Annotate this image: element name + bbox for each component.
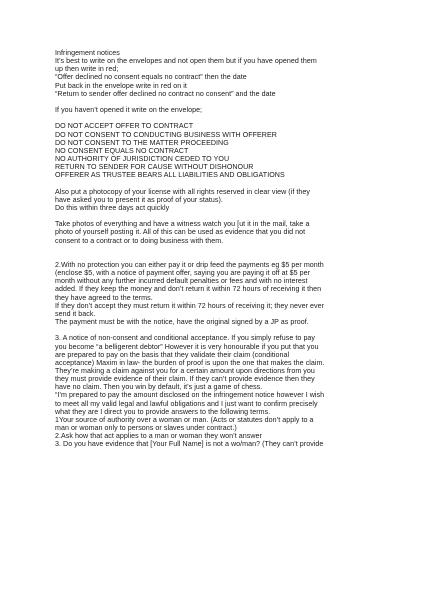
text-line: consent to a contract or to doing business with them. [55, 236, 224, 245]
text-line: “Offer declined no consent equals no contract” then the date [55, 73, 247, 82]
paragraph-envelope-statements [55, 122, 385, 179]
paragraph-not-opened-intro [55, 106, 385, 114]
paragraph-gap [55, 179, 385, 187]
text-line: up then write in red; [55, 65, 119, 74]
text-line: Infringement notices [55, 49, 120, 57]
text-line: they must provide evidence of their claim. If they can’t provide evidence then they [55, 375, 315, 384]
document-body [55, 49, 385, 449]
text-line: “Return to sender offer declined no contract no consent” and the date [55, 89, 276, 98]
text-line: 3. A notice of non-consent and conditional acceptance. If you simply refuse to pay [55, 334, 316, 343]
text-line: you become “a belligerent debtor” However it is very honourable if you put that you [55, 342, 319, 351]
text-line: If you haven’t opened it write on the envelope; [55, 106, 203, 115]
text-line: they have agreed to the terms. [55, 293, 153, 302]
paragraph-photos-witness [55, 220, 385, 244]
text-line: OFFERER AS TRUSTEE BEARS ALL LIABILITIES AND OBLIGATIONS [55, 171, 285, 180]
text-line: have no claim. Then you win by default, it’s just a game of chess. [55, 383, 263, 392]
paragraph-point-3 [55, 334, 385, 448]
text-line: The payment must be with the notice, have the original signed by a JP as proof. [55, 318, 309, 327]
paragraph-gap [55, 114, 385, 122]
text-line: month without any further incurred default penalties or fees and with no interest [55, 277, 308, 286]
text-line: Also put a photocopy of your license with all rights reserved in clear view (if they [55, 187, 310, 196]
text-line: 1Your source of authority over a woman or man. (Acts or statutes don’t apply to a [55, 415, 314, 424]
paragraph-gap [55, 245, 385, 261]
text-line: photo of yourself posting it. All of this can be used as evidence that you did not [55, 228, 306, 237]
text-line: acceptance) Maxim in law- the burden of proof is upon the one that makes the claim. [55, 358, 325, 367]
text-line: DO NOT CONSENT TO THE MATTER PROCEEDING [55, 138, 229, 147]
text-line: are prepared to pay on the basis that they validate their claim (conditional [55, 350, 290, 359]
text-line: DO NOT ACCEPT OFFER TO CONTRACT [55, 122, 194, 131]
text-line: If they don’t accept they must return it within 72 hours of receiving it; they never ever [55, 301, 325, 310]
paragraph-license-photocopy [55, 188, 385, 212]
text-line: 2.With no protection you can either pay it or drip feed the payments eg $5 per month [55, 260, 324, 269]
text-line: NO CONSENT EQUALS NO CONTRACT [55, 146, 189, 155]
paragraph-gap [55, 98, 385, 106]
text-line: have asked you to present it as proof of your status). [55, 195, 223, 204]
text-line: DO NOT CONSENT TO CONDUCTING BUSINESS WITH OFFERER [55, 130, 277, 139]
paragraph-gap [55, 212, 385, 220]
text-line: Put back in the envelope write in red on it [55, 81, 187, 90]
paragraph-infringement-notices [55, 49, 385, 98]
text-line: 2.Ask how that act applies to a man or woman they won’t answer [55, 432, 262, 441]
text-line: added. If they keep the money and don’t return it within 72 hours of receiving it then [55, 285, 322, 294]
text-line: It’s best to write on the envelopes and not open them but if you have opened them [55, 57, 317, 66]
text-line: RETURN TO SENDER FOR CAUSE WITHOUT DISHONOUR [55, 163, 254, 172]
text-line: Take photos of everything and have a witness watch you [ut it in the mail, take a [55, 220, 310, 229]
text-line: 3. Do you have evidence that [Your Full Name] is not a wo/man? (They can’t provide [55, 440, 324, 449]
text-line: Do this within three days act quickly [55, 203, 170, 212]
text-line: what they are I direct you to provide answers to the following terms. [55, 407, 271, 416]
text-line: to meet all my valid legal and lawful obligations and I just want to confirm precisely [55, 399, 318, 408]
paragraph-gap [55, 326, 385, 334]
text-line: (enclose $5, with a notice of payment offer, saying you are paying it off at $5 per [55, 269, 311, 278]
text-line: NO AUTHORITY OF JURISDICTION CEDED TO YOU [55, 155, 230, 163]
text-line: man or woman only to persons or slaves under contract.) [55, 424, 237, 433]
text-line: They’re making a claim against you for a certain amount upon directions from you [55, 367, 315, 375]
text-line: send it back. [55, 309, 96, 318]
paragraph-point-2 [55, 261, 385, 326]
text-line: “I’m prepared to pay the amount disclosed on the infringement notice however I wish [55, 391, 325, 400]
